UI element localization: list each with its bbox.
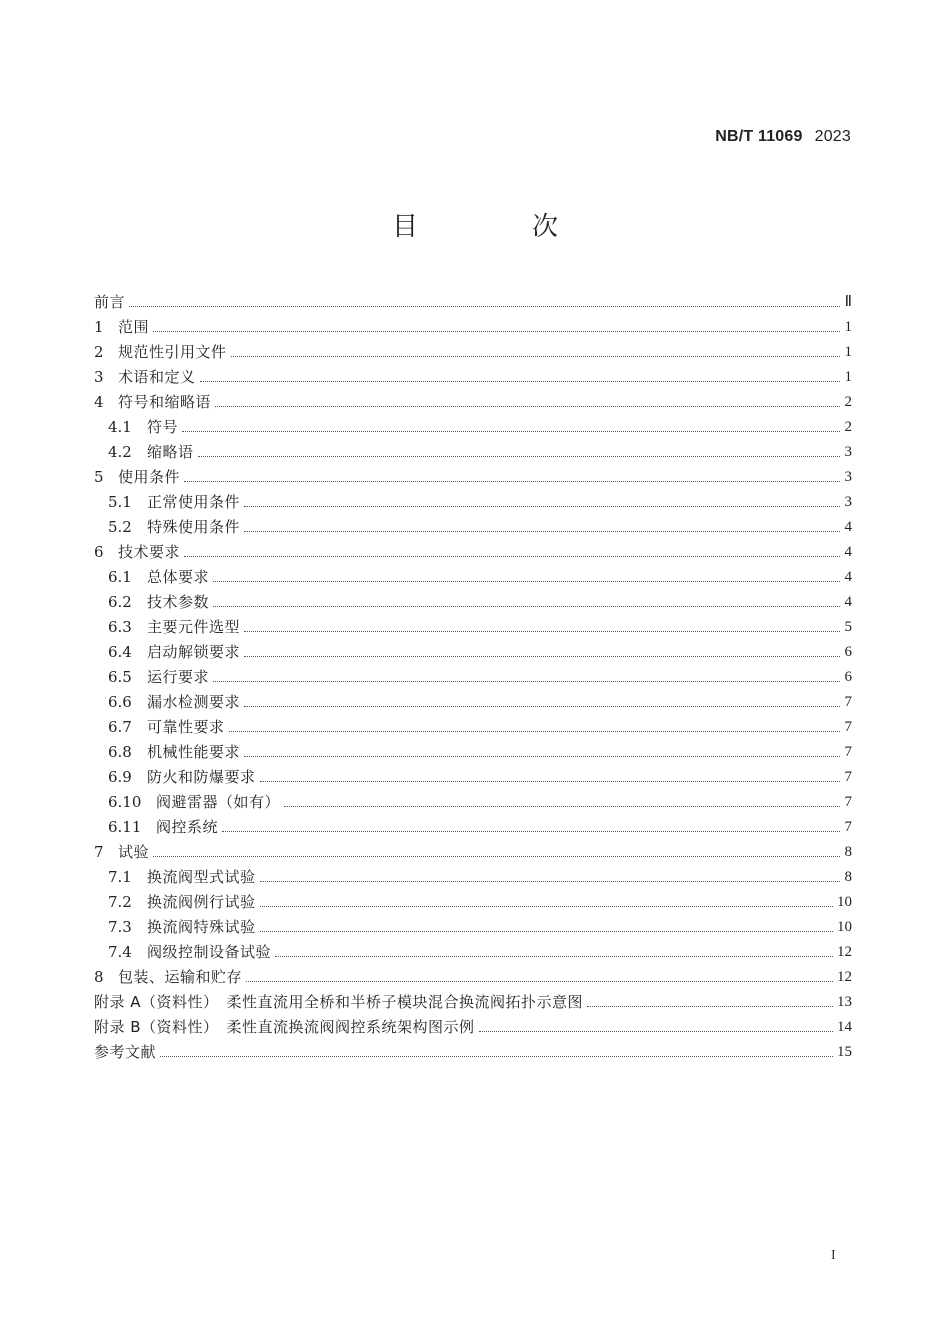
toc-entry-label: 符号和缩略语: [118, 393, 212, 411]
toc-entry-page: 15: [837, 1044, 852, 1060]
toc-entry-number: 7.2: [108, 893, 132, 911]
dot-leader: [222, 830, 840, 832]
toc-entry-page: 3: [844, 494, 852, 510]
toc-entry-page: 8: [844, 869, 852, 885]
toc-entry[interactable]: [94, 912, 852, 937]
dot-leader: [129, 305, 840, 307]
toc-entry-label: 参考文献: [94, 1043, 157, 1061]
toc-entry-label: 可靠性要求: [147, 718, 225, 736]
toc-entry-label: 前言: [94, 293, 126, 311]
toc-entry-label: 特殊使用条件: [147, 518, 241, 536]
toc-entry[interactable]: [94, 987, 852, 1012]
dot-leader: [479, 1030, 833, 1032]
dot-leader: [260, 905, 833, 907]
toc-entry[interactable]: [94, 312, 852, 337]
dot-leader: [153, 330, 840, 332]
toc-entry-label: 技术参数: [147, 593, 210, 611]
toc-entry-label: 技术要求: [118, 543, 181, 561]
toc-entry-page: 2: [844, 419, 852, 435]
toc-entry-label: 主要元件选型: [147, 618, 241, 636]
toc-entry[interactable]: [94, 512, 852, 537]
dot-leader: [284, 805, 840, 807]
toc-entry-page: 7: [844, 819, 852, 835]
toc-entry-page: 4: [844, 594, 852, 610]
toc-entry-label: 换流阀型式试验: [147, 868, 256, 886]
toc-entry-number: 4.2: [108, 443, 132, 461]
toc-entry-label: 换流阀例行试验: [147, 893, 256, 911]
toc-entry[interactable]: [94, 412, 852, 437]
toc-entry-page: 4: [844, 569, 852, 585]
toc-entry-label: 包装、运输和贮存: [118, 968, 243, 986]
toc-entry-page: 2: [844, 394, 852, 410]
toc-entry-number: 6.7: [108, 718, 132, 736]
toc-entry[interactable]: [94, 362, 852, 387]
dot-leader: [244, 705, 840, 707]
dot-leader: [200, 380, 840, 382]
toc-entry-page: 4: [844, 544, 852, 560]
toc-entry-number: 7.3: [108, 918, 132, 936]
toc-entry-page: 7: [844, 744, 852, 760]
toc-entry-page: 8: [844, 844, 852, 860]
dot-leader: [244, 530, 840, 532]
dot-leader: [260, 930, 833, 932]
dot-leader: [275, 955, 833, 957]
toc-entry-number: 6.11: [108, 818, 142, 836]
toc-entry-number: 5: [94, 468, 104, 486]
toc-entry-number: 6.3: [108, 618, 132, 636]
toc-entry-page: 3: [844, 444, 852, 460]
toc-entry[interactable]: [94, 862, 852, 887]
dot-leader: [153, 855, 840, 857]
toc-entry[interactable]: [94, 562, 852, 587]
toc-entry-number: 5.1: [108, 493, 132, 511]
dot-leader: [213, 605, 840, 607]
toc-entry[interactable]: [94, 1012, 852, 1037]
toc-entry[interactable]: [94, 637, 852, 662]
page-title: 目 次: [391, 212, 602, 242]
dot-leader: [587, 1005, 833, 1007]
toc-entry-page: 12: [837, 969, 852, 985]
toc-entry-page: 1: [844, 369, 852, 385]
dot-leader: [244, 655, 840, 657]
toc-entry[interactable]: [94, 462, 852, 487]
toc-entry[interactable]: [94, 687, 852, 712]
toc-entry-page: 4: [844, 519, 852, 535]
toc-entry-label: 阀控系统: [156, 818, 219, 836]
dot-leader: [215, 405, 840, 407]
dot-leader: [160, 1055, 833, 1057]
dot-leader: [244, 755, 840, 757]
dot-leader: [244, 505, 840, 507]
toc-entry[interactable]: [94, 762, 852, 787]
dot-leader: [182, 430, 840, 432]
toc-entry-label: 符号: [147, 418, 179, 436]
toc-entry[interactable]: [94, 437, 852, 462]
toc-entry-number: 8: [94, 968, 104, 986]
toc-entry-label: 附录 B（资料性） 柔性直流换流阀阀控系统架构图示例: [94, 1018, 475, 1036]
toc-entry-page: 7: [844, 794, 852, 810]
toc-entry[interactable]: [94, 487, 852, 512]
toc-entry[interactable]: [94, 837, 852, 862]
toc-entry-page: 1: [844, 319, 852, 335]
toc-entry-label: 运行要求: [147, 668, 210, 686]
dot-leader: [246, 980, 833, 982]
dot-leader: [184, 480, 840, 482]
toc-entry-label: 阀避雷器（如有）: [156, 793, 281, 811]
toc-entry-label: 使用条件: [118, 468, 181, 486]
toc-entry-label: 范围: [118, 318, 150, 336]
toc-entry-page: 5: [844, 619, 852, 635]
dot-leader: [198, 455, 840, 457]
toc-entry-label: 漏水检测要求: [147, 693, 241, 711]
toc-entry-number: 6.1: [108, 568, 132, 586]
toc-entry-number: 7: [94, 843, 104, 861]
dot-leader: [260, 880, 840, 882]
toc-entry-number: 2: [94, 343, 104, 361]
page-number: I: [831, 1248, 836, 1263]
toc-entry-page: 13: [837, 994, 852, 1010]
toc-entry-number: 4.1: [108, 418, 132, 436]
toc-entry[interactable]: [94, 537, 852, 562]
toc-entry-label: 试验: [118, 843, 150, 861]
toc-entry-page: Ⅱ: [844, 294, 852, 310]
toc-entry[interactable]: [94, 1037, 852, 1062]
toc-entry[interactable]: [94, 887, 852, 912]
toc-entry[interactable]: [94, 337, 852, 362]
toc-entry[interactable]: [94, 587, 852, 612]
toc-entry-number: 6.8: [108, 743, 132, 761]
toc-entry-page: 3: [844, 469, 852, 485]
toc-entry-page: 7: [844, 769, 852, 785]
toc-entry-page: 10: [837, 894, 852, 910]
toc-entry[interactable]: [94, 787, 852, 812]
toc-entry-number: 6.10: [108, 793, 142, 811]
toc-entry-number: 3: [94, 368, 104, 386]
toc-entry-label: 阀级控制设备试验: [147, 943, 272, 961]
toc-entry-label: 正常使用条件: [147, 493, 241, 511]
toc-entry-number: 6: [94, 543, 104, 561]
standard-code: [715, 128, 851, 146]
toc-entry-label: 总体要求: [147, 568, 210, 586]
dot-leader: [184, 555, 840, 557]
toc-entry-number: 6.6: [108, 693, 132, 711]
toc-entry-page: 1: [844, 344, 852, 360]
toc-entry-number: 6.9: [108, 768, 132, 786]
toc-entry[interactable]: [94, 662, 852, 687]
toc-entry-label: 机械性能要求: [147, 743, 241, 761]
toc-entry-number: 6.2: [108, 593, 132, 611]
standard-number: NB/T 11069: [715, 128, 803, 145]
toc-entry[interactable]: [94, 812, 852, 837]
toc-entry-label: 启动解锁要求: [147, 643, 241, 661]
table-of-contents: [94, 287, 852, 1062]
dot-leader: [244, 630, 840, 632]
toc-entry-number: 7.1: [108, 868, 132, 886]
toc-entry-number: 5.2: [108, 518, 132, 536]
toc-entry-number: 7.4: [108, 943, 132, 961]
toc-entry-number: 6.5: [108, 668, 132, 686]
toc-entry-page: 12: [837, 944, 852, 960]
toc-entry-number: 1: [94, 318, 104, 336]
toc-entry-page: 6: [844, 644, 852, 660]
dot-leader: [231, 355, 840, 357]
toc-entry[interactable]: [94, 387, 852, 412]
toc-entry-page: 7: [844, 694, 852, 710]
toc-entry[interactable]: [94, 737, 852, 762]
toc-entry-page: 14: [837, 1019, 852, 1035]
toc-entry-page: 7: [844, 719, 852, 735]
toc-entry-label: 附录 A（资料性） 柔性直流用全桥和半桥子模块混合换流阀拓扑示意图: [94, 993, 584, 1011]
toc-entry-label: 换流阀特殊试验: [147, 918, 256, 936]
toc-entry[interactable]: [94, 937, 852, 962]
toc-entry-label: 防火和防爆要求: [147, 768, 256, 786]
dot-leader: [260, 780, 840, 782]
toc-entry-label: 缩略语: [147, 443, 194, 461]
toc-entry-label: 术语和定义: [118, 368, 196, 386]
toc-entry-page: 10: [837, 919, 852, 935]
dot-leader: [213, 580, 840, 582]
toc-entry-number: 6.4: [108, 643, 132, 661]
toc-entry[interactable]: [94, 612, 852, 637]
toc-entry-page: 6: [844, 669, 852, 685]
toc-entry[interactable]: [94, 712, 852, 737]
standard-year: 2023: [814, 128, 851, 145]
toc-entry-number: 4: [94, 393, 104, 411]
dot-leader: [229, 730, 840, 732]
toc-entry[interactable]: [94, 962, 852, 987]
toc-entry-label: 规范性引用文件: [118, 343, 227, 361]
dot-leader: [213, 680, 840, 682]
toc-entry[interactable]: [94, 287, 852, 312]
